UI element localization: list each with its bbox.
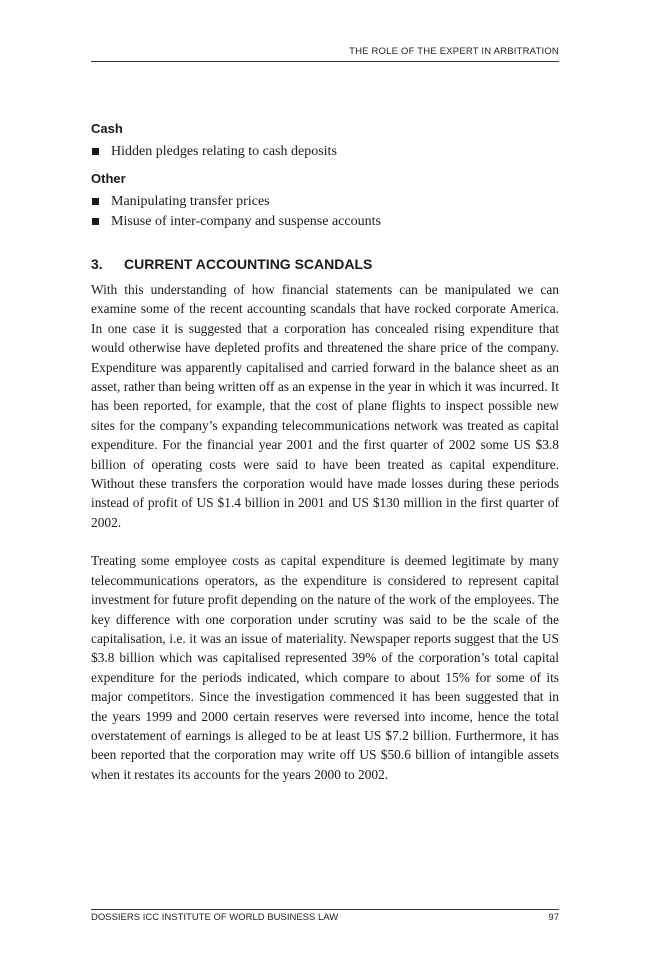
- running-header: THE ROLE OF THE EXPERT IN ARBITRATION: [349, 46, 559, 57]
- square-bullet-icon: [92, 198, 99, 205]
- other-heading: Other: [91, 171, 126, 186]
- square-bullet-icon: [92, 148, 99, 155]
- section-number: 3.: [91, 256, 103, 272]
- cash-heading: Cash: [91, 121, 123, 136]
- square-bullet-icon: [92, 218, 99, 225]
- page-number: 97: [548, 912, 559, 923]
- body-paragraph: Treating some employee costs as capital expenditure is deemed legitimate by many telecommunications operators, as the expenditure is considered to represent capital investment for future profit depending on the nature of the work of the employees. The key difference with one corporation under scrutiny was said to be the scale of the capitalisation, i.e. it was an issue of materiality. Newspaper reports suggest that the US $3.8 billion which was capitalised represented 39% of the corporation’s total capital expenditure for the periods indicated, which compare to about 15% for some of its major competitors. Since the investigation commenced it has been suggested that in the years 1999 and 2000 certain reserves were reversed into income, hence the total overstatement of earnings is alleged to be at least US $7.2 billion. Furthermore, it has been reported that the corporation may write off US $50.6 billion of intangible assets when it restates its accounts for the years 2000 to 2002.: [91, 553, 559, 782]
- page-content: [91, 120, 559, 803]
- footer-publication: DOSSIERS ICC INSTITUTE OF WORLD BUSINESS LAW: [91, 912, 339, 923]
- footer-rule: [91, 909, 559, 910]
- list-item: [91, 142, 559, 162]
- section-heading: [91, 254, 559, 274]
- body-paragraph: With this understanding of how financial statements can be manipulated we can examine some of the recent accounting scandals that have rocked corporate America. In one case it is suggested that a corporation has concealed rising expenditure that would otherwise have depleted profits and threatened the share price of the company. Expenditure was apparently capitalised and carried forward in the balance sheet as an asset, rather than being written off as an expense in the year in which it was incurred. It has been reported, for example, that the cost of plane flights to inspect possible new sites for the company’s expanding telecommunications network was treated as capital expenditure. For the financial year 2001 and the first quarter of 2002 some US $3.8 billion of operating costs were said to have been treated as capital expenditure. Without these transfers the corporation would have made losses during these periods instead of profit of US $1.4 billion in 2001 and US $130 million in the first quarter of 2002.: [91, 282, 559, 530]
- list-item-text: Hidden pledges relating to cash deposits: [111, 144, 337, 159]
- cash-list: [91, 142, 559, 162]
- list-item-text: Manipulating transfer prices: [111, 194, 270, 209]
- header-rule: [91, 61, 559, 62]
- list-item: [91, 192, 559, 212]
- list-item: [91, 212, 559, 232]
- list-item-text: Misuse of inter-company and suspense accounts: [111, 214, 381, 229]
- page-footer: [91, 912, 559, 923]
- section-title: CURRENT ACCOUNTING SCANDALS: [124, 256, 373, 272]
- other-list: [91, 192, 559, 232]
